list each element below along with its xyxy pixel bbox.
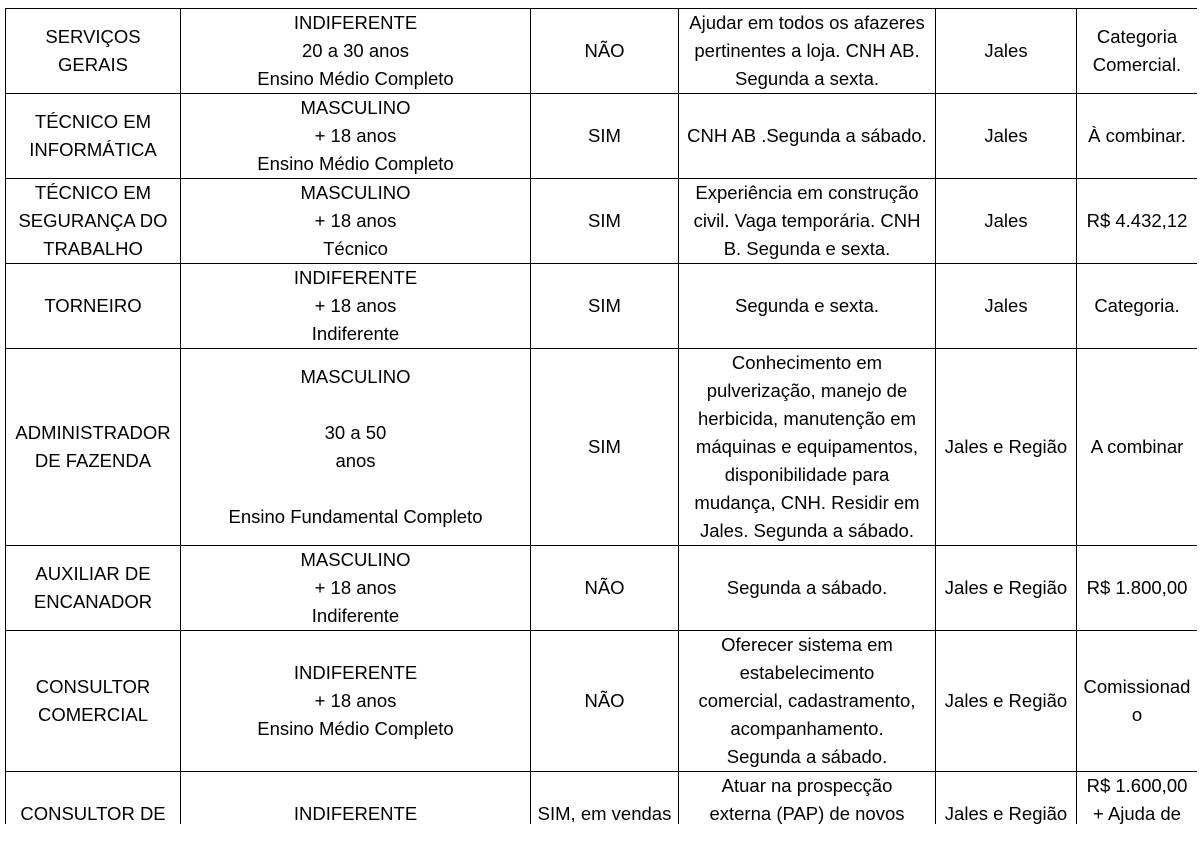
cell-text-line: CONSULTOR DE xyxy=(20,803,166,824)
cell-text-line: À combinar. xyxy=(1088,125,1186,146)
candidate-profile-cell xyxy=(181,546,531,631)
cell-text-line: SIM xyxy=(588,295,621,316)
cell-text-line: SERVIÇOS GERAIS xyxy=(45,26,141,75)
experience-required-cell xyxy=(531,546,679,631)
cell-text-line: R$ 1.600,00 xyxy=(1086,775,1188,796)
experience-required-cell xyxy=(531,179,679,264)
job-title-cell xyxy=(6,94,181,179)
cell-text-line: externa (PAP) de novos xyxy=(709,803,905,824)
table-row xyxy=(6,772,1198,825)
cell-text-line: + 18 anos xyxy=(314,125,397,146)
cell-text-line: Ajudar em todos os afazeres xyxy=(689,12,925,33)
job-title-cell xyxy=(6,546,181,631)
job-description-cell xyxy=(679,9,936,94)
city-cell xyxy=(936,349,1077,546)
table-row xyxy=(6,94,1198,179)
city-cell xyxy=(936,9,1077,94)
cell-text-line: ADMINISTRADOR xyxy=(15,422,171,443)
cell-text-line: 30 a 50 xyxy=(324,422,387,443)
cell-text-line: TRABALHO xyxy=(43,238,143,259)
cell-text-line: + 18 anos xyxy=(314,577,397,598)
cell-text-line: Categoria xyxy=(1096,26,1178,47)
cell-text-line: 20 a 30 anos xyxy=(302,40,409,61)
cell-text-line: Jales e Região xyxy=(944,436,1068,457)
cell-text-line: Comissionad xyxy=(1083,676,1191,697)
cell-text-line: INDIFERENTE xyxy=(293,803,418,824)
city-cell xyxy=(936,546,1077,631)
cell-text-line: R$ 1.800,00 xyxy=(1086,577,1188,598)
cell-text-line: Ensino Médio Completo xyxy=(257,153,454,174)
table-row xyxy=(6,9,1198,94)
job-title-cell xyxy=(6,264,181,349)
cell-text-line: Jales e Região xyxy=(944,690,1068,711)
cell-text-line: Categoria. xyxy=(1094,295,1180,316)
cell-text-line: Ensino Médio Completo xyxy=(257,718,454,739)
cell-text-line: TÉCNICO EM xyxy=(34,182,152,203)
cell-text-line: Atuar na prospecção xyxy=(721,775,893,796)
cell-text-line: pulverização, manejo de xyxy=(706,380,908,401)
job-title-cell xyxy=(6,349,181,546)
cell-text-line: Jales xyxy=(984,125,1028,146)
candidate-profile-cell xyxy=(181,264,531,349)
job-title-cell xyxy=(6,631,181,772)
cell-text-line: Jales e Região xyxy=(944,577,1068,598)
cell-text-line: civil. Vaga temporária. CNH xyxy=(693,210,921,231)
city-cell xyxy=(936,94,1077,179)
cell-text-line: Ensino Fundamental Completo xyxy=(228,506,483,527)
cell-text-line: TÉCNICO EM xyxy=(34,111,152,132)
cell-text-line: mudança, CNH. Residir em xyxy=(694,492,920,513)
job-listings-sheet xyxy=(5,8,1197,824)
city-cell xyxy=(936,179,1077,264)
job-title-cell xyxy=(6,772,181,825)
experience-required-cell xyxy=(531,94,679,179)
cell-text-line: Segunda a sábado. xyxy=(726,577,888,598)
experience-required-cell xyxy=(531,349,679,546)
cell-text-line: INDIFERENTE xyxy=(293,12,418,33)
cell-text-line: herbicida, manutenção em xyxy=(697,408,917,429)
job-title-cell xyxy=(6,9,181,94)
candidate-profile-cell xyxy=(181,349,531,546)
cell-text-line: SEGURANÇA DO xyxy=(18,210,168,231)
cell-text-line: SIM xyxy=(588,125,621,146)
cell-text-line: MASCULINO xyxy=(300,182,411,203)
job-description-cell xyxy=(679,349,936,546)
cell-text-line xyxy=(183,391,528,419)
cell-text-line: R$ 4.432,12 xyxy=(1086,210,1188,231)
cell-text-line: DE FAZENDA xyxy=(34,450,152,471)
cell-text-line: SIM xyxy=(588,210,621,231)
cell-text-line xyxy=(183,475,528,503)
table-row xyxy=(6,179,1198,264)
table-row xyxy=(6,546,1198,631)
cell-text-line: Técnico xyxy=(323,238,388,259)
salary-cell xyxy=(1077,94,1198,179)
job-listings-table xyxy=(5,8,1197,824)
cell-text-line: Ensino Médio Completo xyxy=(257,68,454,89)
job-description-cell xyxy=(679,546,936,631)
city-cell xyxy=(936,264,1077,349)
cell-text-line: MASCULINO xyxy=(300,97,411,118)
cell-text-line: ENCANADOR xyxy=(33,591,153,612)
cell-text-line: CONSULTOR xyxy=(35,676,151,697)
cell-text-line: disponibilidade para xyxy=(724,464,890,485)
cell-text-line: Segunda a sexta. xyxy=(735,68,879,89)
candidate-profile-cell xyxy=(181,94,531,179)
cell-text-line: A combinar xyxy=(1090,436,1184,457)
experience-required-cell xyxy=(531,264,679,349)
salary-cell xyxy=(1077,349,1198,546)
cell-text-line: Jales e Região xyxy=(944,803,1068,824)
cell-text-line: anos xyxy=(335,450,376,471)
candidate-profile-cell xyxy=(181,631,531,772)
cell-text-line: Indiferente xyxy=(311,323,400,344)
job-description-cell xyxy=(679,264,936,349)
cell-text-line: NÃO xyxy=(584,577,625,598)
job-description-cell xyxy=(679,772,936,825)
cell-text-line: + 18 anos xyxy=(314,690,397,711)
cell-text-line: INDIFERENTE xyxy=(293,267,418,288)
cell-text-line: INDIFERENTE xyxy=(293,662,418,683)
salary-cell xyxy=(1077,546,1198,631)
cell-text-line: Experiência em construção xyxy=(695,182,919,203)
cell-text-line: + 18 anos xyxy=(314,295,397,316)
cell-text-line: + 18 anos xyxy=(314,210,397,231)
job-description-cell xyxy=(679,631,936,772)
cell-text-line: AUXILIAR DE xyxy=(35,563,151,584)
candidate-profile-cell xyxy=(181,179,531,264)
salary-cell xyxy=(1077,9,1198,94)
cell-text-line: comercial, cadastramento, xyxy=(698,690,916,711)
cell-text-line: COMERCIAL xyxy=(38,704,148,725)
cell-text-line: Jales xyxy=(984,295,1028,316)
candidate-profile-cell xyxy=(181,772,531,825)
cell-text-line: INFORMÁTICA xyxy=(29,139,157,160)
cell-text-line: pertinentes a loja. CNH AB. xyxy=(694,40,920,61)
cell-text-line: Jales xyxy=(984,40,1028,61)
job-description-cell xyxy=(679,179,936,264)
job-description-cell xyxy=(679,94,936,179)
cell-text-line: estabelecimento xyxy=(739,662,875,683)
cell-text-line: Oferecer sistema em xyxy=(721,634,893,655)
table-row xyxy=(6,264,1198,349)
city-cell xyxy=(936,631,1077,772)
candidate-profile-cell xyxy=(181,9,531,94)
salary-cell xyxy=(1077,631,1198,772)
cell-text-line: Comercial. xyxy=(1092,54,1182,75)
cell-text-line: Conhecimento em xyxy=(731,352,883,373)
cell-text-line: NÃO xyxy=(584,40,625,61)
cell-text-line: Segunda e sexta. xyxy=(735,295,879,316)
experience-required-cell xyxy=(531,9,679,94)
experience-required-cell xyxy=(531,772,679,825)
cell-text-line: MASCULINO xyxy=(300,366,411,387)
cell-text-line: + Ajuda de xyxy=(1093,803,1181,824)
cell-text-line: SIM, em vendas xyxy=(537,803,672,824)
job-title-cell xyxy=(6,179,181,264)
table-row xyxy=(6,349,1198,546)
cell-text-line: Indiferente xyxy=(311,605,400,626)
salary-cell xyxy=(1077,179,1198,264)
cell-text-line: Jales. Segunda a sábado. xyxy=(700,520,914,541)
cell-text-line: Segunda a sábado. xyxy=(726,746,888,767)
cell-text-line: TORNEIRO xyxy=(44,295,142,316)
cell-text-line: B. Segunda e sexta. xyxy=(723,238,891,259)
cell-text-line: MASCULINO xyxy=(300,549,411,570)
cell-text-line: máquinas e equipamentos, xyxy=(695,436,919,457)
cell-text-line: SIM xyxy=(588,436,621,457)
table-row xyxy=(6,631,1198,772)
job-rows xyxy=(6,9,1198,825)
cell-text-line: acompanhamento. xyxy=(730,718,884,739)
city-cell xyxy=(936,772,1077,825)
cell-text-line: Jales xyxy=(984,210,1028,231)
cell-text-line: o xyxy=(1131,704,1143,725)
salary-cell xyxy=(1077,264,1198,349)
cell-text-line: CNH AB .Segunda a sábado. xyxy=(687,125,927,146)
salary-cell xyxy=(1077,772,1198,825)
experience-required-cell xyxy=(531,631,679,772)
cell-text-line: NÃO xyxy=(584,690,625,711)
